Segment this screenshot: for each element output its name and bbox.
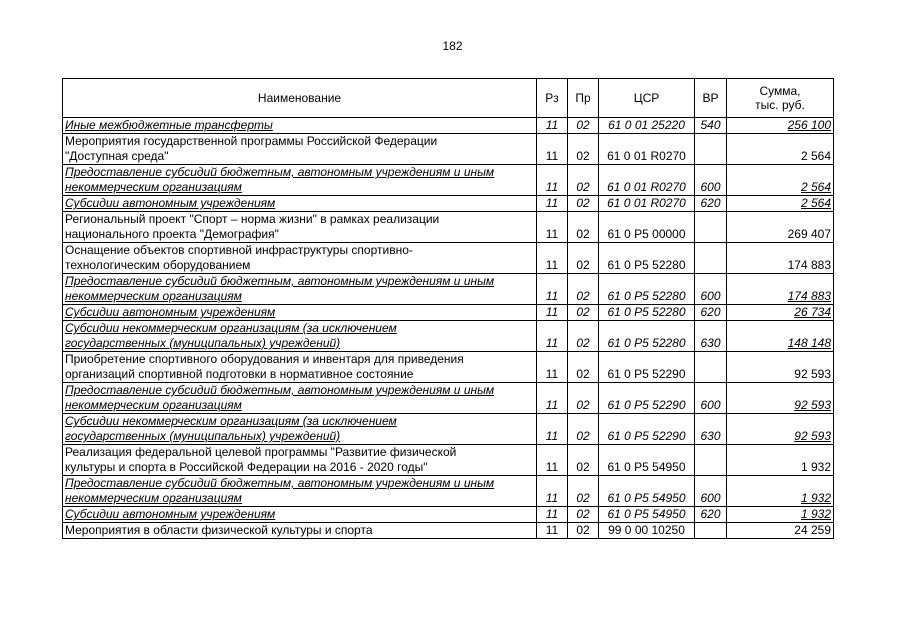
column-header-vr: ВР: [695, 79, 727, 118]
cell-name-line: некоммерческим организациям: [65, 289, 242, 303]
cell-rz: 11: [537, 134, 568, 165]
cell-vr: 600: [695, 476, 727, 507]
cell-pr: 02: [568, 445, 599, 476]
cell-rz: 11: [537, 305, 568, 321]
cell-name-line: Субсидии автономным учреждениям: [65, 507, 276, 521]
cell-pr: 02: [568, 507, 599, 523]
cell-sum: 256 100: [727, 118, 834, 134]
cell-pr: 02: [568, 476, 599, 507]
cell-name-line: Предоставление субсидий бюджетным, автономным учреждениям и иным: [65, 476, 495, 490]
column-header-sum-line2: тыс. руб.: [755, 98, 805, 112]
cell-name-line: некоммерческим организациям: [65, 398, 242, 412]
cell-name: [63, 383, 537, 414]
cell-vr: [695, 352, 727, 383]
cell-csr: 61 0 P5 52280: [599, 321, 695, 352]
budget-table: [62, 78, 834, 539]
cell-csr: 61 0 P5 52290: [599, 383, 695, 414]
cell-name-line: Предоставление субсидий бюджетным, автономным учреждениям и иным: [65, 274, 495, 288]
table-row: [63, 321, 834, 352]
cell-pr: 02: [568, 383, 599, 414]
cell-name: [63, 321, 537, 352]
cell-pr: 02: [568, 274, 599, 305]
cell-name: [63, 243, 537, 274]
cell-name: [63, 165, 537, 196]
cell-name-line: национального проекта "Демография": [65, 227, 279, 241]
table-body: [63, 118, 834, 539]
table-row: [63, 352, 834, 383]
cell-pr: 02: [568, 321, 599, 352]
cell-csr: 61 0 P5 54950: [599, 476, 695, 507]
cell-vr: 630: [695, 414, 727, 445]
cell-name-line: государственных (муниципальных) учреждений): [65, 336, 341, 350]
cell-rz: 11: [537, 507, 568, 523]
cell-name: [63, 305, 537, 321]
cell-vr: [695, 134, 727, 165]
cell-name-line: Иные межбюджетные трансферты: [65, 118, 273, 132]
cell-vr: 630: [695, 321, 727, 352]
cell-pr: 02: [568, 118, 599, 134]
cell-pr: 02: [568, 165, 599, 196]
table-row: [63, 445, 834, 476]
cell-csr: 61 0 P5 52280: [599, 305, 695, 321]
cell-name-line: Региональный проект "Спорт – норма жизни" в рамках реализации: [65, 212, 440, 226]
cell-name-line: Оснащение объектов спортивной инфраструктуры спортивно-: [65, 243, 413, 257]
cell-name: [63, 274, 537, 305]
table-row: [63, 305, 834, 321]
cell-sum: 269 407: [727, 212, 834, 243]
cell-csr: 61 0 P5 52290: [599, 414, 695, 445]
cell-name-line: Субсидии некоммерческим организациям (за исключением: [65, 321, 397, 335]
cell-sum: 92 593: [727, 352, 834, 383]
cell-sum: 2 564: [727, 134, 834, 165]
cell-vr: 540: [695, 118, 727, 134]
cell-vr: 600: [695, 383, 727, 414]
cell-sum: 1 932: [727, 445, 834, 476]
table-row: [63, 243, 834, 274]
cell-name-line: организаций спортивной подготовки в нормативное состояние: [65, 367, 414, 381]
cell-vr: [695, 243, 727, 274]
cell-pr: 02: [568, 523, 599, 539]
cell-sum: 148 148: [727, 321, 834, 352]
cell-name: [63, 134, 537, 165]
cell-vr: [695, 212, 727, 243]
cell-csr: 61 0 01 25220: [599, 118, 695, 134]
cell-name: [63, 118, 537, 134]
cell-rz: 11: [537, 274, 568, 305]
cell-rz: 11: [537, 118, 568, 134]
cell-name-line: Предоставление субсидий бюджетным, автономным учреждениям и иным: [65, 165, 495, 179]
cell-name: [63, 196, 537, 212]
cell-name-line: Мероприятия в области физической культуры и спорта: [65, 523, 373, 537]
cell-csr: 61 0 01 R0270: [599, 165, 695, 196]
cell-csr: 61 0 P5 00000: [599, 212, 695, 243]
column-header-pr: Пр: [568, 79, 599, 118]
cell-vr: 620: [695, 305, 727, 321]
cell-rz: 11: [537, 476, 568, 507]
cell-name: [63, 445, 537, 476]
cell-name: [63, 212, 537, 243]
cell-csr: 61 0 P5 54950: [599, 507, 695, 523]
cell-name: [63, 523, 537, 539]
cell-rz: 11: [537, 165, 568, 196]
column-header-sum-line1: Сумма,: [759, 84, 801, 98]
cell-pr: 02: [568, 305, 599, 321]
cell-sum: 92 593: [727, 383, 834, 414]
cell-csr: 99 0 00 10250: [599, 523, 695, 539]
table-row: [63, 523, 834, 539]
cell-pr: 02: [568, 134, 599, 165]
cell-pr: 02: [568, 243, 599, 274]
cell-vr: 600: [695, 165, 727, 196]
cell-name: [63, 507, 537, 523]
cell-name: [63, 352, 537, 383]
cell-pr: 02: [568, 196, 599, 212]
cell-rz: 11: [537, 383, 568, 414]
cell-name-line: Мероприятия государственной программы Российской Федерации: [65, 134, 438, 148]
cell-name-line: культуры и спорта в Российской Федерации на 2016 - 2020 годы": [65, 460, 428, 474]
cell-rz: 11: [537, 414, 568, 445]
cell-sum: 1 932: [727, 507, 834, 523]
table-row: [63, 476, 834, 507]
column-header-sum: [727, 79, 834, 118]
cell-pr: 02: [568, 414, 599, 445]
cell-vr: [695, 523, 727, 539]
cell-csr: 61 0 P5 52280: [599, 243, 695, 274]
cell-pr: 02: [568, 352, 599, 383]
cell-name-line: Субсидии автономным учреждениям: [65, 305, 276, 319]
cell-name: [63, 414, 537, 445]
table-row: [63, 196, 834, 212]
cell-rz: 11: [537, 196, 568, 212]
table-row: [63, 118, 834, 134]
cell-name: [63, 476, 537, 507]
table-row: [63, 383, 834, 414]
cell-vr: 600: [695, 274, 727, 305]
cell-rz: 11: [537, 445, 568, 476]
column-header-name: Наименование: [63, 79, 537, 118]
cell-name-line: "Доступная среда": [65, 149, 169, 163]
table-row: [63, 274, 834, 305]
cell-sum: 26 734: [727, 305, 834, 321]
cell-rz: 11: [537, 243, 568, 274]
page-number: 182: [442, 39, 463, 53]
column-header-csr: ЦСР: [599, 79, 695, 118]
cell-sum: 2 564: [727, 196, 834, 212]
table-row: [63, 507, 834, 523]
cell-name-line: Приобретение спортивного оборудования и инвентаря для приведения: [65, 352, 464, 366]
cell-sum: 2 564: [727, 165, 834, 196]
cell-sum: 174 883: [727, 243, 834, 274]
cell-name-line: Субсидии некоммерческим организациям (за исключением: [65, 414, 397, 428]
cell-name-line: Предоставление субсидий бюджетным, автономным учреждениям и иным: [65, 383, 495, 397]
cell-sum: 1 932: [727, 476, 834, 507]
cell-pr: 02: [568, 212, 599, 243]
cell-vr: 620: [695, 507, 727, 523]
cell-csr: 61 0 P5 54950: [599, 445, 695, 476]
table-row: [63, 165, 834, 196]
cell-sum: 174 883: [727, 274, 834, 305]
cell-csr: 61 0 01 R0270: [599, 134, 695, 165]
cell-rz: 11: [537, 523, 568, 539]
cell-csr: 61 0 P5 52290: [599, 352, 695, 383]
cell-name-line: Субсидии автономным учреждениям: [65, 196, 276, 210]
table-header-row: [63, 79, 834, 118]
cell-name-line: Реализация федеральной целевой программы "Развитие физической: [65, 445, 457, 459]
cell-name-line: некоммерческим организациям: [65, 180, 242, 194]
cell-rz: 11: [537, 212, 568, 243]
cell-sum: 92 593: [727, 414, 834, 445]
cell-name-line: некоммерческим организациям: [65, 491, 242, 505]
cell-name-line: государственных (муниципальных) учреждений): [65, 429, 341, 443]
table-row: [63, 414, 834, 445]
cell-sum: 24 259: [727, 523, 834, 539]
table-row: [63, 212, 834, 243]
cell-vr: 620: [695, 196, 727, 212]
cell-csr: 61 0 P5 52280: [599, 274, 695, 305]
cell-rz: 11: [537, 352, 568, 383]
column-header-rz: Рз: [537, 79, 568, 118]
cell-csr: 61 0 01 R0270: [599, 196, 695, 212]
cell-rz: 11: [537, 321, 568, 352]
cell-vr: [695, 445, 727, 476]
cell-name-line: технологическим оборудованием: [65, 258, 251, 272]
table-row: [63, 134, 834, 165]
